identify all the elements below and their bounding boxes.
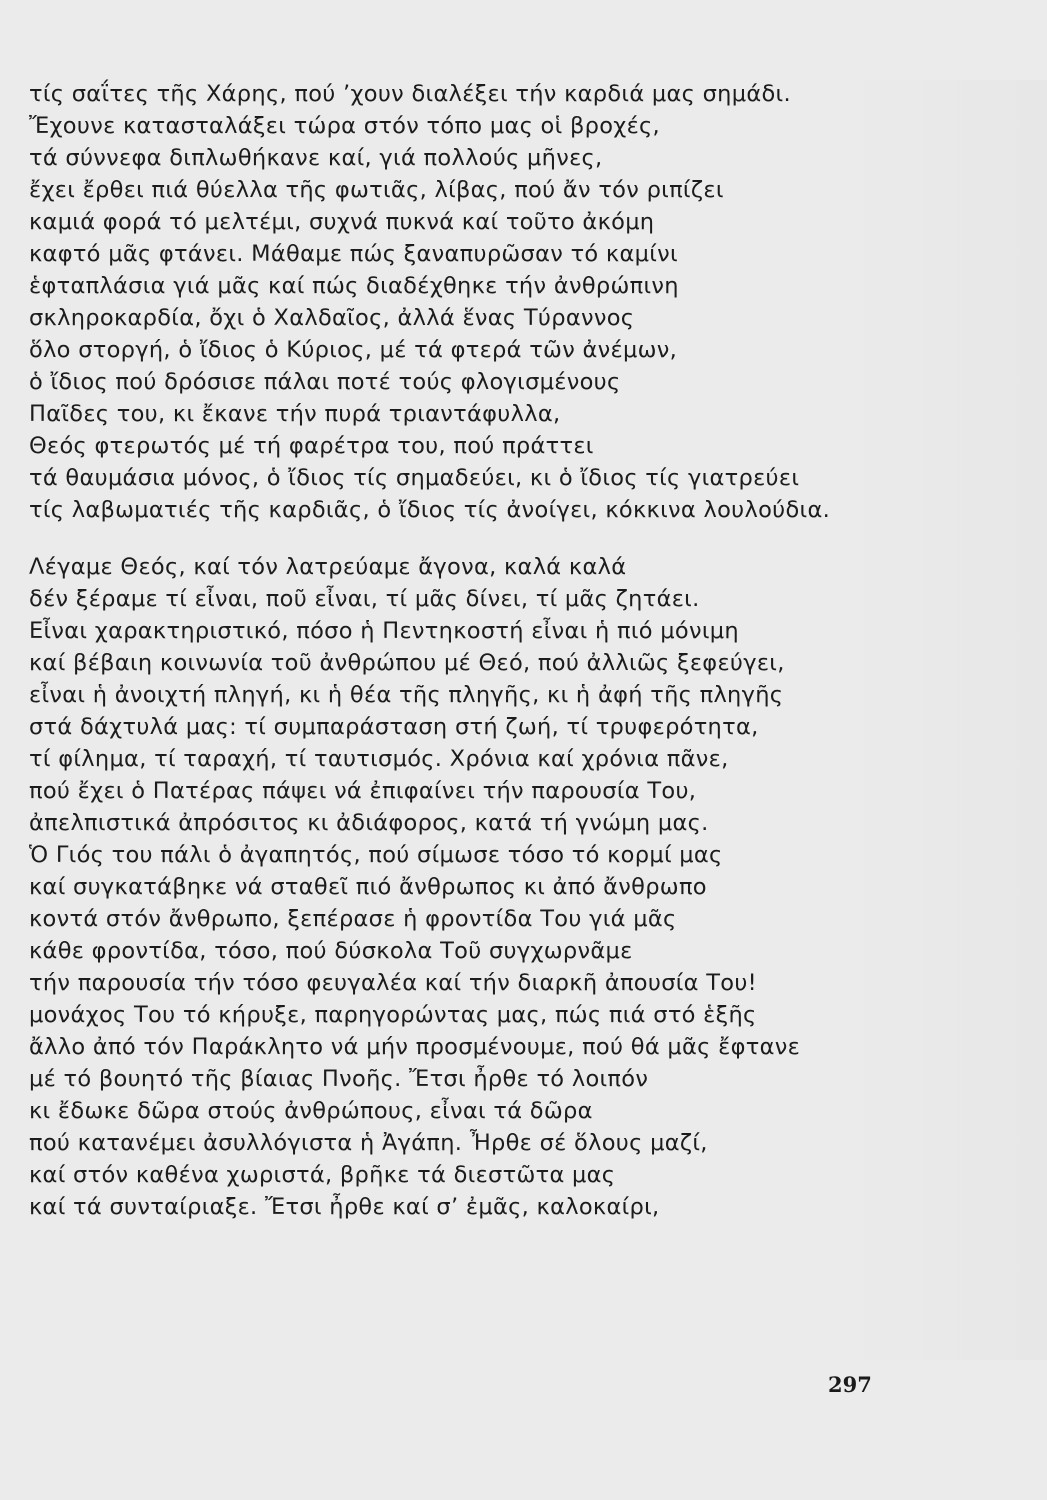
text-line: εἶναι ἡ ἀνοιχτή πληγή, κι ἡ θέα τῆς πληγῆς, κι ἡ ἀφή τῆς πληγῆς [29,682,784,708]
text-line: πού κατανέμει ἀσυλλόγιστα ἡ Ἀγάπη. Ἦρθε σέ ὅλους μαζί, [29,1130,708,1156]
text-line: τίς λαβωματιές τῆς καρδιᾶς, ὁ ἴδιος τίς ἀνοίγει, κόκκινα λουλούδια. [29,497,831,523]
text-line: κάθε φροντίδα, τόσο, πού δύσκολα Τοῦ συγχωρνᾶμε [29,938,633,964]
text-line: ὅλο στοργή, ὁ ἴδιος ὁ Κύριος, μέ τά φτερά τῶν ἀνέμων, [29,337,678,363]
text-line: καί συγκατάβηκε νά σταθεῖ πιό ἄνθρωπος κι ἀπό ἄνθρωπο [29,874,707,900]
text-line: Ἔχουνε κατασταλάξει τώρα στόν τόπο μας οἱ βροχές, [29,113,660,139]
text-line: τά θαυμάσια μόνος, ὁ ἴδιος τίς σημαδεύει, κι ὁ ἴδιος τίς γιατρεύει [29,465,800,491]
text-line: στά δάχτυλά μας: τί συμπαράσταση στή ζωή, τί τρυφερότητα, [29,714,759,740]
text-line: δέν ξέραμε τί εἶναι, ποῦ εἶναι, τί μᾶς δίνει, τί μᾶς ζητάει. [29,586,700,612]
text-line: καί βέβαιη κοινωνία τοῦ ἀνθρώπου μέ Θεό, πού ἀλλιῶς ξεφεύγει, [29,650,785,676]
text-line: Θεός φτερωτός μέ τή φαρέτρα του, πού πράττει [29,433,594,459]
text-line: ἄλλο ἀπό τόν Παράκλητο νά μήν προσμένουμε, πού θά μᾶς ἔφτανε [29,1034,801,1060]
text-line: ἑφταπλάσια γιά μᾶς καί πώς διαδέχθηκε τήν ἀνθρώπινη [29,273,679,299]
text-line: Λέγαμε Θεός, καί τόν λατρεύαμε ἄγονα, καλά καλά [29,554,627,580]
text-line: πού ἔχει ὁ Πατέρας πάψει νά ἐπιφαίνει τήν παρουσία Του, [29,778,697,804]
text-line: τί φίλημα, τί ταραχή, τί ταυτισμός. Χρόνια καί χρόνια πᾶνε, [29,746,729,772]
text-line: κι ἔδωκε δῶρα στούς ἀνθρώπους, εἶναι τά δῶρα [29,1098,593,1124]
text-line: Εἶναι χαρακτηριστικό, πόσο ἡ Πεντηκοστή εἶναι ἡ πιό μόνιμη [29,618,739,644]
show-through-shadow [847,80,1047,1360]
text-line: ἀπελπιστικά ἀπρόσιτος κι ἀδιάφορος, κατά τή γνώμη μας. [29,810,709,836]
page-number: 297 [828,1372,872,1397]
text-line: ἔχει ἔρθει πιά θύελλα τῆς φωτιᾶς, λίβας, πού ἄν τόν ριπίζει [29,177,724,203]
text-line: Παῖδες του, κι ἔκανε τήν πυρά τριαντάφυλλα, [29,401,561,427]
text-line: Ὁ Γιός του πάλι ὁ ἀγαπητός, πού σίμωσε τόσο τό κορμί μας [29,842,723,868]
text-line: τίς σαΐτες τῆς Χάρης, πού ’χουν διαλέξει τήν καρδιά μας σημάδι. [29,81,791,107]
text-line: κοντά στόν ἄνθρωπο, ξεπέρασε ἡ φροντίδα Του γιά μᾶς [29,906,677,932]
text-line: καί τά συνταίριαξε. Ἔτσι ἦρθε καί σ’ ἐμᾶς, καλοκαίρι, [29,1194,660,1220]
text-line: ὁ ἴδιος πού δρόσισε πάλαι ποτέ τούς φλογισμένους [29,369,621,395]
text-line: τά σύννεφα διπλωθήκανε καί, γιά πολλούς μῆνες, [29,145,603,171]
text-line: μονάχος Του τό κήρυξε, παρηγορώντας μας, πώς πιά στό ἑξῆς [29,1002,757,1028]
text-line: καί στόν καθένα χωριστά, βρῆκε τά διεστῶτα μας [29,1162,616,1188]
text-line: καφτό μᾶς φτάνει. Μάθαμε πώς ξαναπυρῶσαν τό καμίνι [29,241,678,267]
text-line: σκληροκαρδία, ὄχι ὁ Χαλδαῖος, ἀλλά ἕνας Τύραννος [29,305,635,331]
text-line: τήν παρουσία τήν τόσο φευγαλέα καί τήν διαρκῆ ἀπουσία Του! [29,970,757,996]
text-line: μέ τό βουητό τῆς βίαιας Πνοῆς. Ἔτσι ἦρθε τό λοιπόν [29,1066,649,1092]
text-line: καμιά φορά τό μελτέμι, συχνά πυκνά καί τοῦτο ἀκόμη [29,209,655,235]
